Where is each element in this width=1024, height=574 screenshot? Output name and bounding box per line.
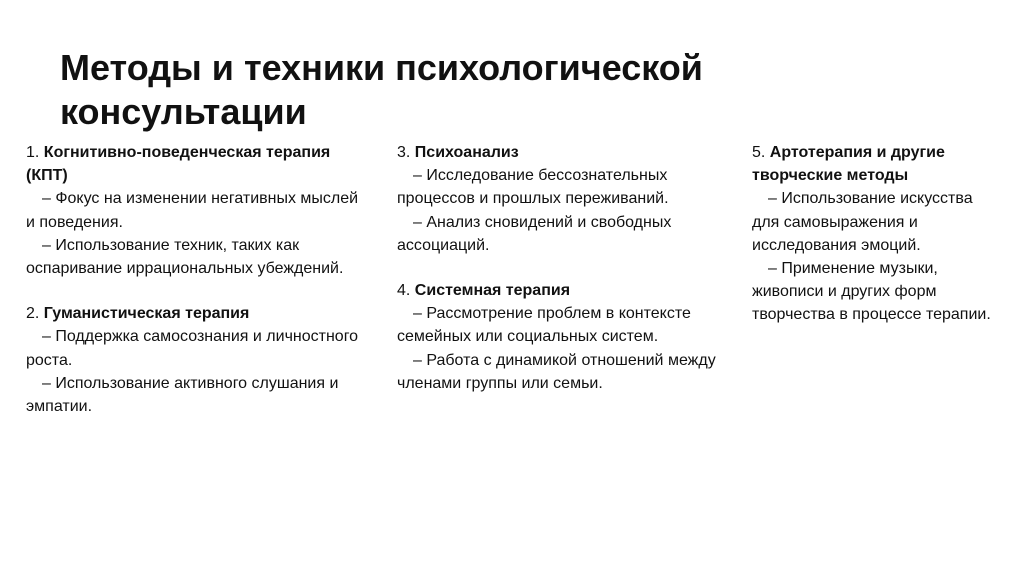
column-left <box>26 141 366 440</box>
method-heading <box>752 141 997 187</box>
method-number: 2. <box>26 305 40 323</box>
method-item-humanistic <box>26 302 366 418</box>
slide-title: Методы и техники психологической консультации <box>60 47 703 132</box>
method-item-art-therapy <box>752 141 997 327</box>
column-middle <box>397 141 727 417</box>
method-point: – Использование техник, таких как оспаривание иррациональных убеждений. <box>26 236 344 278</box>
method-item-psychoanalysis <box>397 141 727 257</box>
method-point: – Фокус на изменении негативных мыслей и поведения. <box>26 190 359 231</box>
method-heading <box>397 279 727 302</box>
method-point: – Рассмотрение проблем в контексте семейных или социальных систем. <box>397 305 691 346</box>
method-point: – Исследование бессознательных процессов и прошлых переживаний. <box>397 167 669 208</box>
method-heading <box>397 141 727 164</box>
method-item-cbt <box>26 141 366 280</box>
column-right <box>752 141 997 349</box>
method-number: 1. <box>26 144 40 161</box>
method-point: – Анализ сновидений и свободных ассоциаций. <box>397 213 672 254</box>
method-item-systemic <box>397 279 727 395</box>
method-name: Психоанализ <box>414 144 519 161</box>
method-point: – Применение музыки, живописи и других форм творчества в процессе терапии. <box>752 260 991 324</box>
method-point: – Использование активного слушания и эмпатии. <box>26 374 339 416</box>
method-name: Когнитивно-поведенческая терапия (КПТ) <box>26 144 331 185</box>
method-point: – Использование искусства для самовыражения и исследования эмоций. <box>752 190 973 254</box>
method-point: – Поддержка самосознания и личностного роста. <box>26 328 359 369</box>
method-number: 4. <box>397 282 411 300</box>
method-point: – Работа с динамикой отношений между членами группы или семьи. <box>397 351 716 392</box>
method-heading <box>26 302 366 325</box>
method-number: 3. <box>397 144 411 161</box>
method-name: Системная терапия <box>414 282 571 300</box>
method-number: 5. <box>752 144 766 161</box>
method-name: Артотерапия и другие творческие методы <box>752 144 945 185</box>
method-heading <box>26 141 366 187</box>
method-name: Гуманистическая терапия <box>43 305 250 323</box>
